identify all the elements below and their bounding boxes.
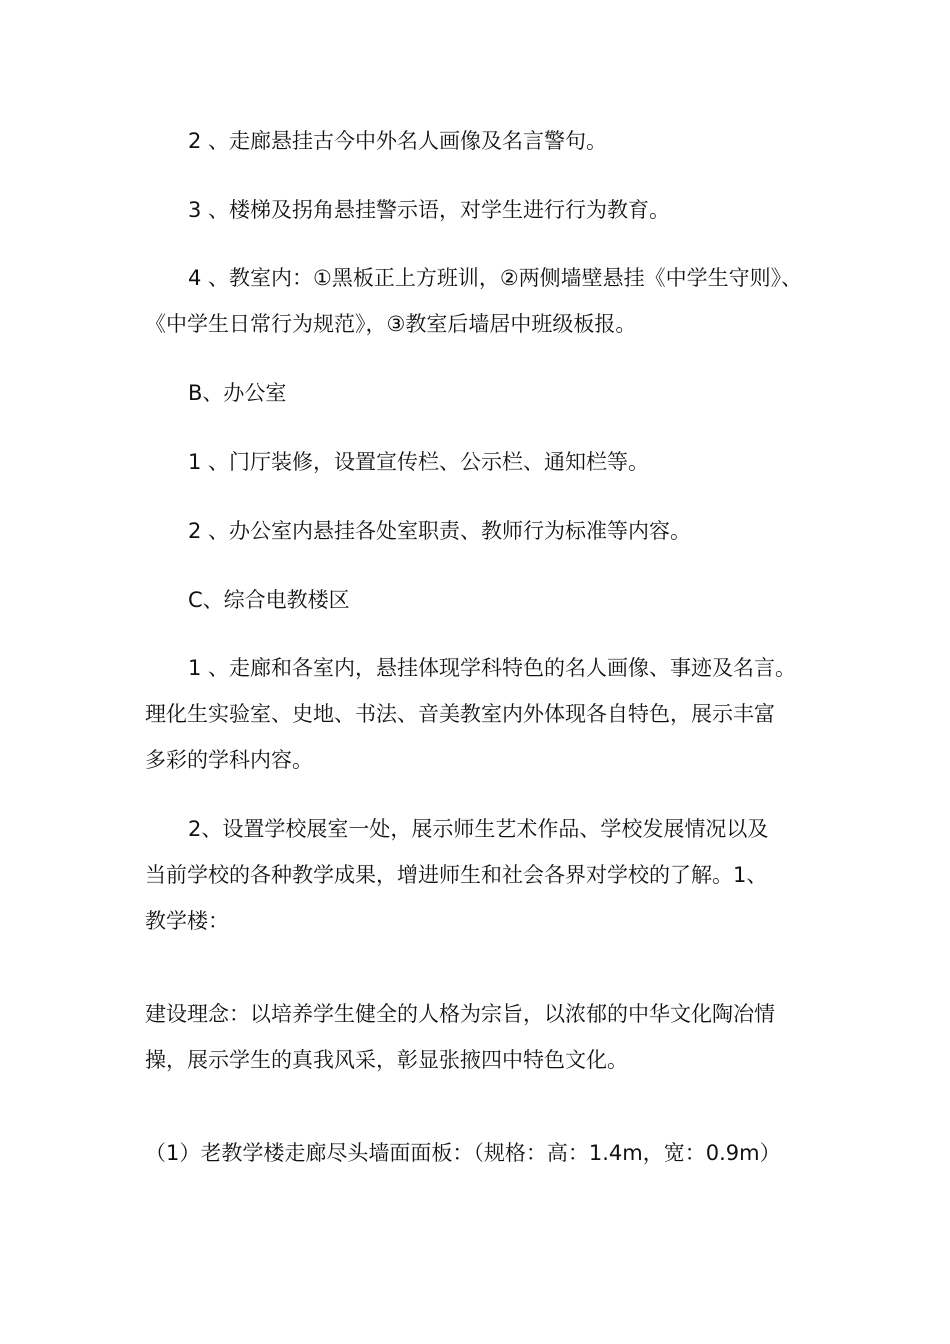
text-line: （1）老教学楼走廊尽头墙面面板：（规格：高：1.4m，宽：0.9m） (145, 1141, 781, 1165)
text-line: 多彩的学科内容。 (145, 748, 313, 772)
section-heading: B、办公室 (188, 381, 287, 405)
text-line: 《中学生日常行为规范》，③教室后墙居中班级板报。 (145, 312, 637, 336)
text-line: 2 、办公室内悬挂各处室职责、教师行为标准等内容。 (188, 519, 692, 543)
text-line: 操，展示学生的真我风采，彰显张掖四中特色文化。 (145, 1048, 628, 1072)
section-heading: C、综合电教楼区 (188, 588, 350, 612)
text-line: 2、设置学校展室一处，展示师生艺术作品、学校发展情况以及 (188, 817, 769, 841)
text-line: 当前学校的各种教学成果，增进师生和社会各界对学校的了解。1、 (145, 863, 768, 887)
text-line: 4 、教室内：①黑板正上方班训，②两侧墙壁悬挂《中学生守则》、 (188, 266, 803, 290)
text-line: 1 、门厅装修，设置宣传栏、公示栏、通知栏等。 (188, 450, 650, 474)
text-line: 1 、走廊和各室内，悬挂体现学科特色的名人画像、事迹及名言。 (188, 656, 797, 680)
text-line: 2 、走廊悬挂古今中外名人画像及名言警句。 (188, 129, 608, 153)
text-line: 教学楼： (145, 909, 229, 933)
text-line: 理化生实验室、史地、书法、音美教室内外体现各自特色，展示丰富 (145, 702, 775, 726)
text-line: 建设理念：以培养学生健全的人格为宗旨，以浓郁的中华文化陶冶情 (145, 1002, 775, 1026)
text-line: 3 、楼梯及拐角悬挂警示语，对学生进行行为教育。 (188, 198, 671, 222)
